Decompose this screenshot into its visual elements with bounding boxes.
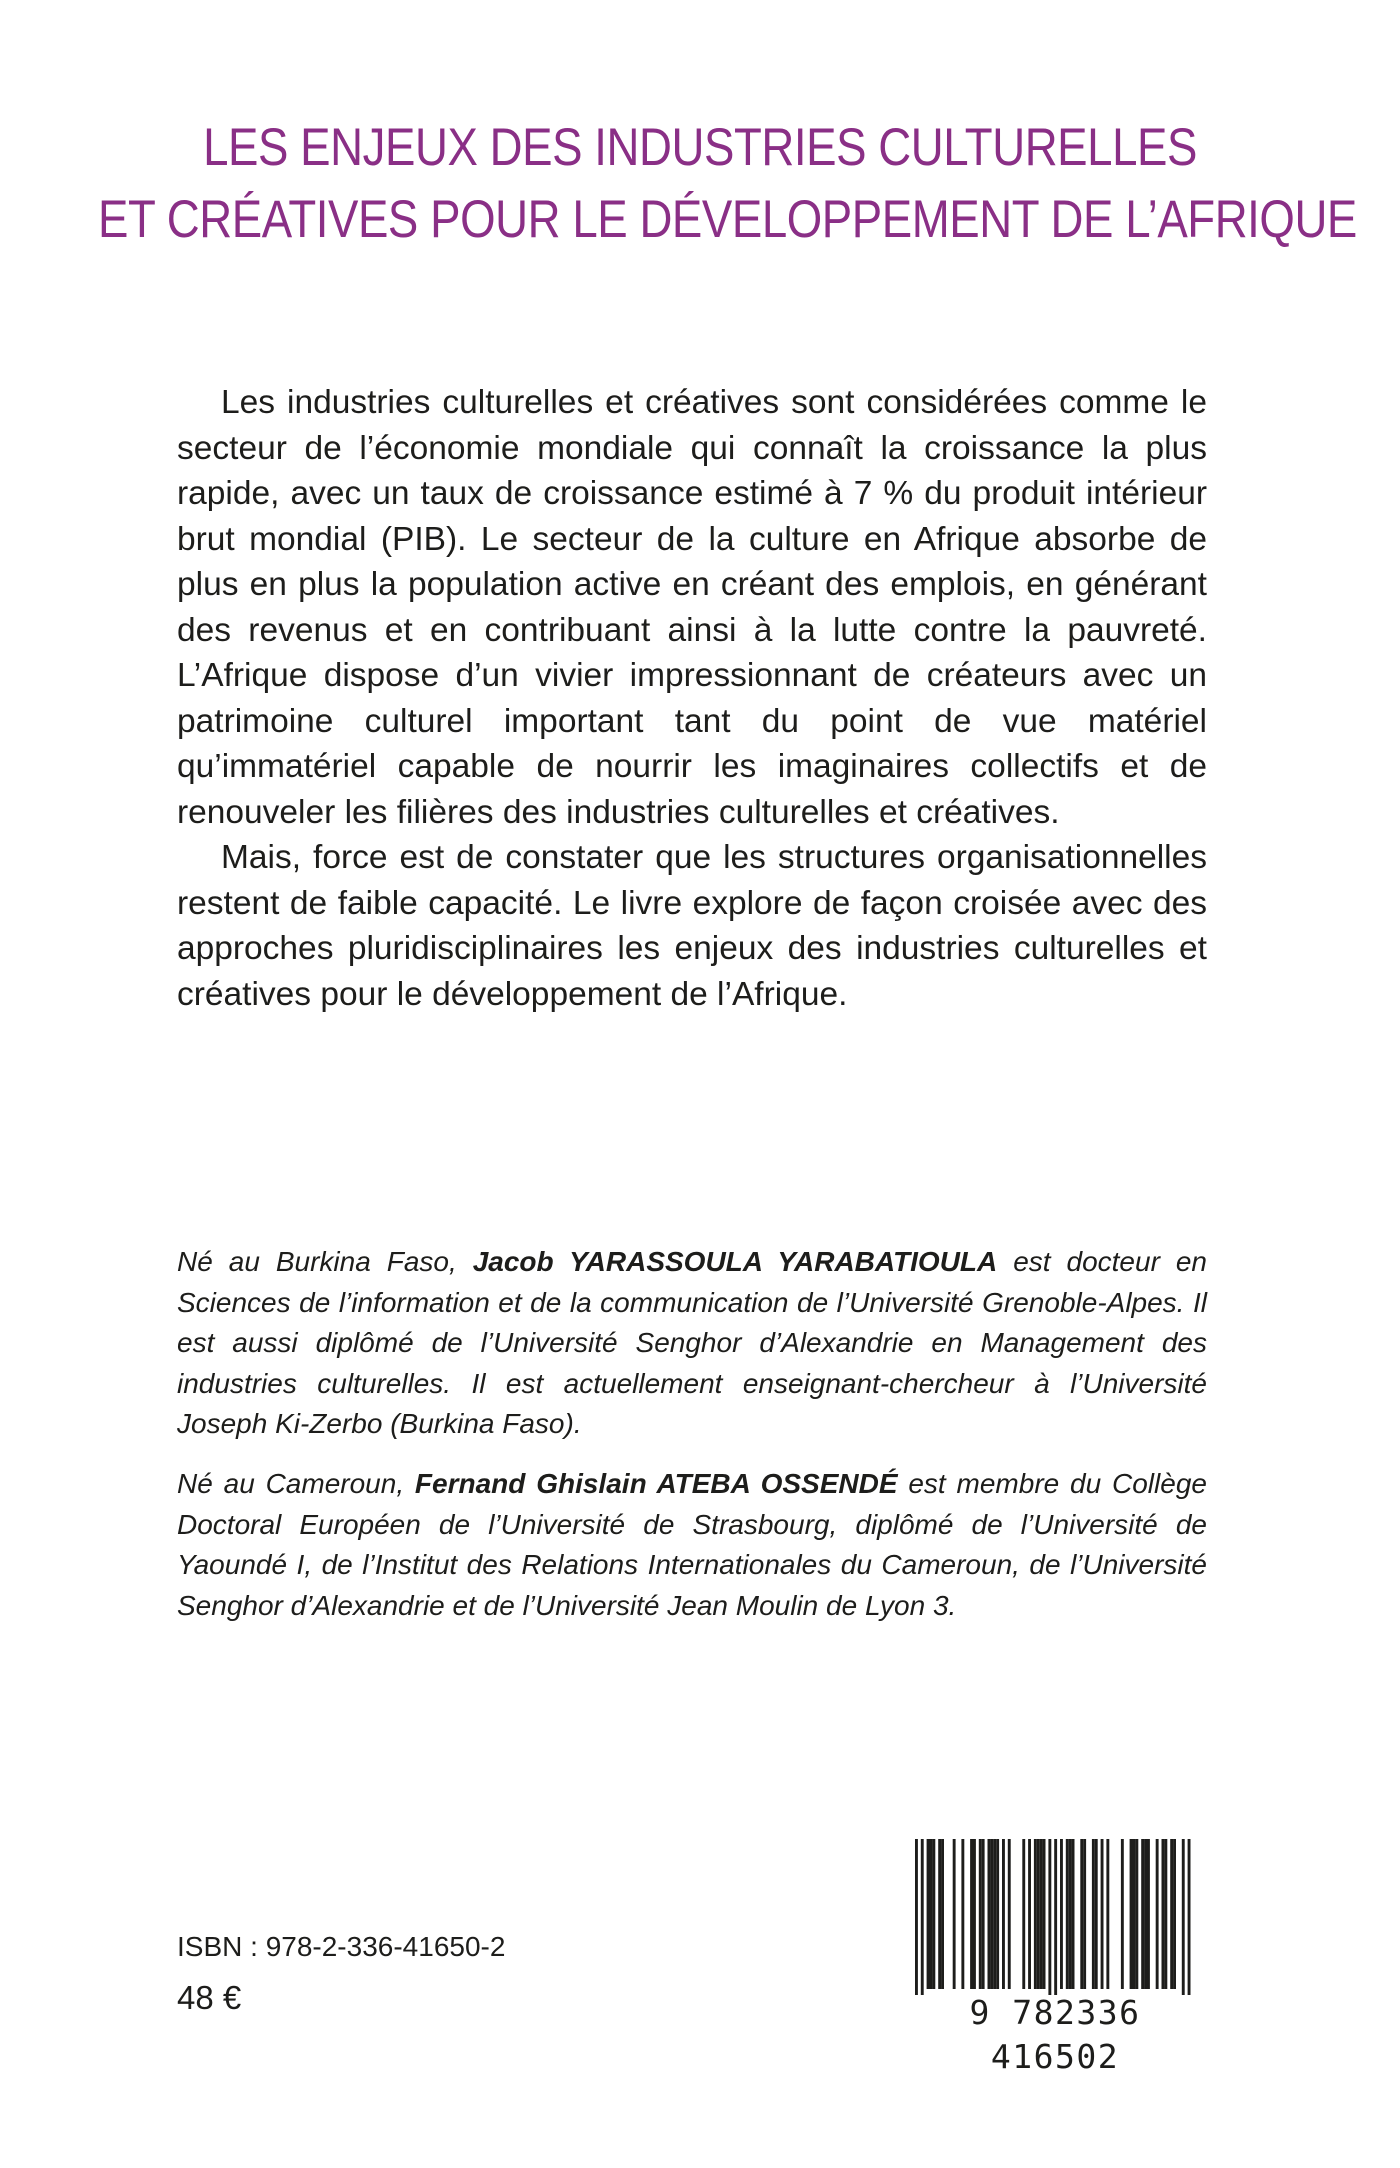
barcode-bar [1008,1839,1011,1989]
barcode-bar [1022,1839,1025,1989]
barcode-bar [1095,1839,1098,1989]
author-1-name: Jacob YARASSOULA YARABATIOULA [472,1246,998,1277]
barcode-bar [988,1839,991,1989]
barcode-bar [1002,1839,1005,1989]
barcode-bar [1028,1839,1031,1989]
barcode-bar [1121,1839,1124,1989]
barcode-bar [1141,1839,1144,1989]
barcode-bar [1080,1839,1083,1989]
summary-paragraph-2: Mais, force est de constater que les structures organisationnelles restent de faible capacité. Le livre explore de façon croisée avec des approches pluridisciplinaires les enjeux des industries culturelles et créatives pour le développement de l’Afrique. [177,839,1207,1013]
author-1-bio: est docteur en Sciences de l’information et de la communication de l’Université Grenoble-Alpes. Il est aussi diplômé de l’Université Senghor d’Alexandrie en Management des industries culturelles. Il est actuellement enseignant-chercheur à l’Université Joseph Ki-Zerbo (Burkina Faso). [177,1246,1207,1439]
author-bio-1 [177,1242,1207,1445]
barcode-bar [1040,1839,1043,1989]
barcode-bar [1060,1839,1063,1989]
barcode-bar [1173,1839,1176,1989]
barcode-bar [961,1839,964,1989]
barcode-bar [1072,1839,1075,1989]
barcode-bar [941,1839,944,1989]
barcode-bar [996,1839,999,1989]
barcode-bar [1147,1839,1150,1989]
barcode-bar [921,1839,924,1995]
barcode-bar [1048,1839,1051,1995]
barcode-bar [1130,1839,1133,1989]
barcode-bar [982,1839,985,1989]
summary-paragraph-1: Les industries culturelles et créatives sont considérées comme le secteur de l’économie mondiale qui connaît la croissance la plus rapide, avec un taux de croissance estimé à 7 % du produit intérieur brut mondial (PIB). Le secteur de la culture en Afrique absorbe de plus en plus la population active en créant des emplois, en générant des revenus et en contribuant ainsi à la lutte contre la pauvreté. L’Afrique dispose d’un vivier impressionnant de créateurs avec un patrimoine culturel important tant du point de vue matériel qu’immatériel capable de nourrir les imaginaires collectifs et de renouveler les filières des industries culturelles et créatives. [177,384,1207,831]
barcode-bar [938,1839,941,1989]
barcode-bar [1043,1839,1046,1989]
barcode-bar [973,1839,976,1989]
barcode-bar [1069,1839,1072,1989]
barcode-bar [1054,1839,1057,1995]
barcode-bars [905,1835,1205,1995]
author-bio-2 [177,1464,1207,1626]
author-2-intro: Né au Cameroun, [177,1468,415,1499]
book-title [98,112,1357,256]
barcode-bar [1156,1839,1159,1989]
barcode-bar [930,1839,933,1989]
author-1-intro: Né au Burkina Faso, [177,1246,473,1277]
barcode-bar [1092,1839,1095,1989]
title-line-2: ET CRÉATIVES POUR LE DÉVELOPPEMENT DE L’AFRIQUE [98,190,1357,249]
title-line-1: LES ENJEUX DES INDUSTRIES CULTURELLES [203,118,1197,177]
price-label: 48 € [177,1979,242,2016]
barcode-bar [927,1839,930,1989]
author-2-bio: est membre du Collège Doctoral Européen de l’Université de Strasbourg, diplômé de l’Université de Yaoundé I, de l’Institut des Relations Internationales du Cameroun, de l’Université Senghor d’Alexandrie et de l’Université Jean Moulin de Lyon 3. [177,1468,1207,1621]
barcode-bar [1135,1839,1138,1989]
barcode-bar [1170,1839,1173,1989]
book-summary [177,380,1207,1017]
barcode-bar [1162,1839,1165,1989]
barcode-bar [1083,1839,1086,1989]
barcode-bar [932,1839,935,1989]
barcode-bar [990,1839,993,1989]
barcode-digits: 9 782336 416502 [969,1993,1141,2076]
barcode-bar [915,1839,918,1995]
barcode-bar [993,1839,996,1989]
barcode-bar [1188,1839,1191,1995]
barcode-bar [1144,1839,1147,1989]
barcode-bar [1133,1839,1136,1989]
barcode-bar [1037,1839,1040,1989]
barcode-bar [1106,1839,1109,1989]
barcode-bar [1034,1839,1037,1989]
barcode-bar [1164,1839,1167,1989]
barcode-bar [979,1839,982,1989]
barcode-bar [1066,1839,1069,1989]
barcode-bar [953,1839,956,1989]
barcode-bar [1101,1839,1104,1989]
barcode-bar [970,1839,973,1989]
author-2-name: Fernand Ghislain ATEBA OSSENDÉ [414,1468,898,1499]
barcode-bar [1182,1839,1185,1995]
isbn-label: ISBN : 978-2-336-41650-2 [177,1931,506,1962]
barcode [905,1835,1205,2076]
